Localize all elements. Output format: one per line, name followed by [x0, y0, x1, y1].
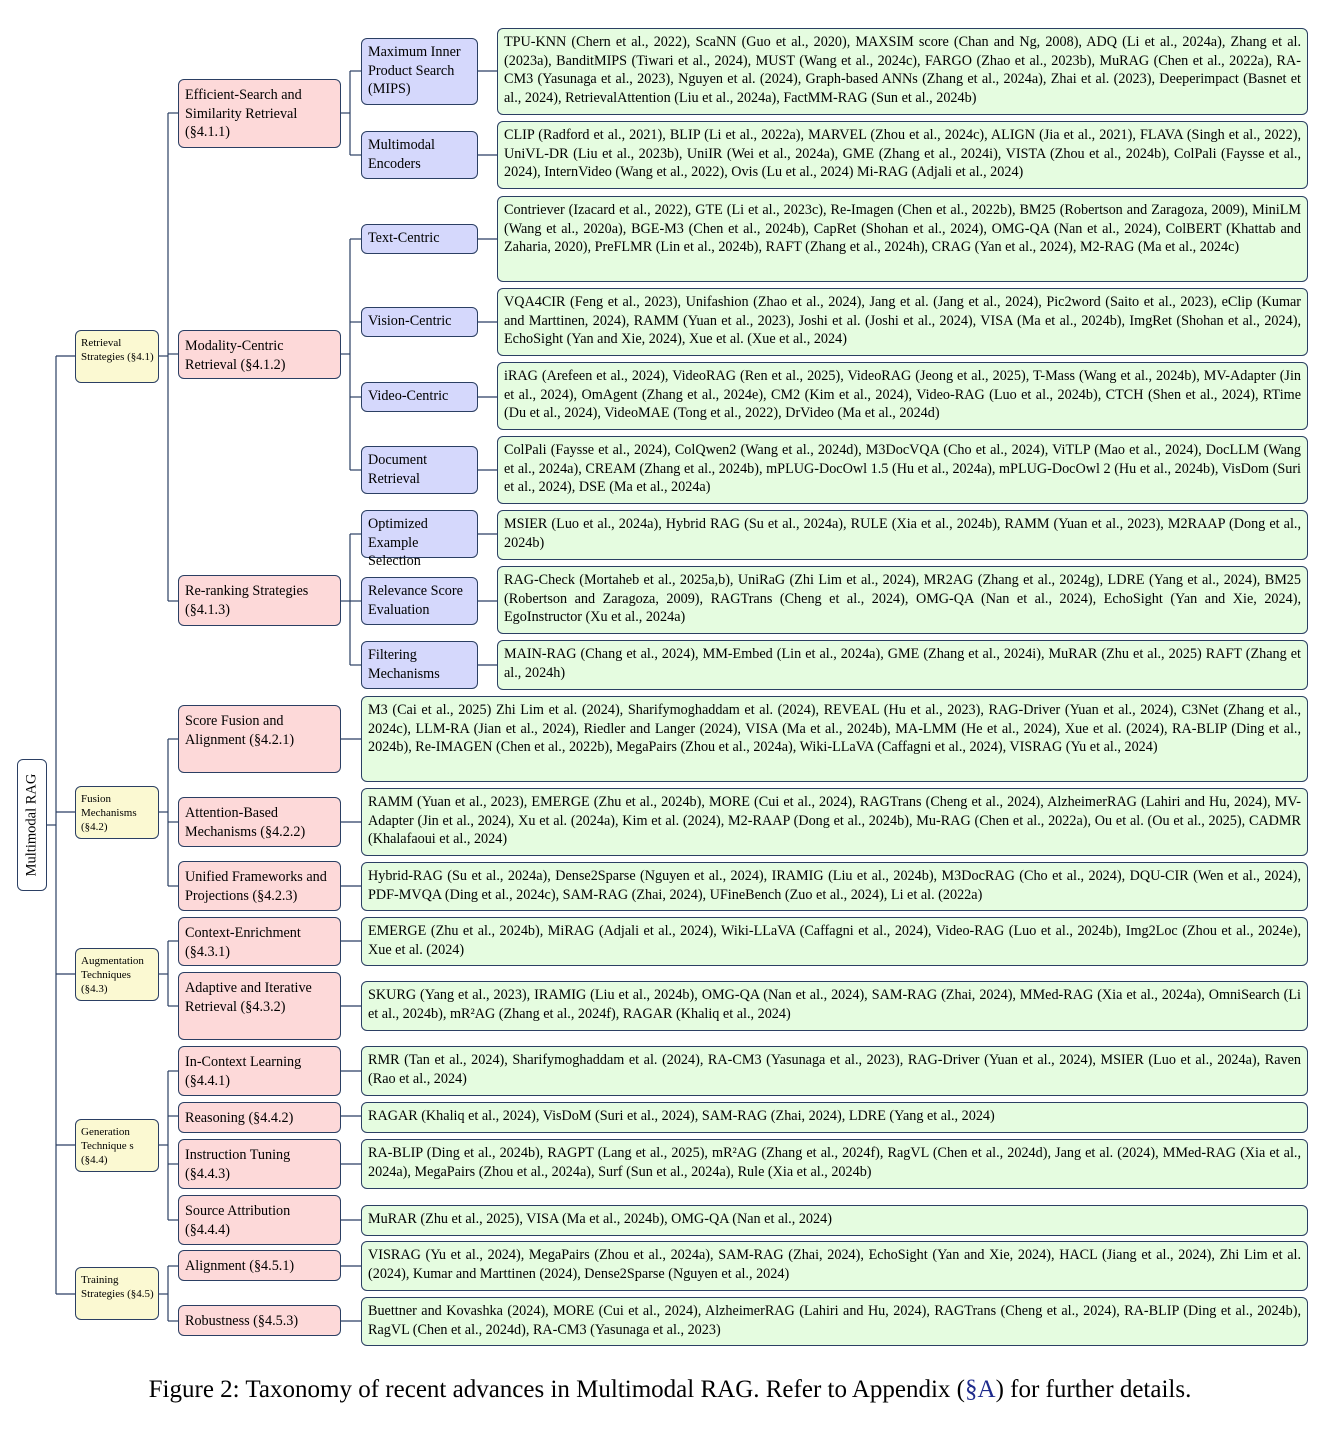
node-score-fusion: Score Fusion and Alignment (§4.2.1) [178, 705, 341, 773]
node-re-ranking: Re-ranking Strategies (§4.1.3) [178, 575, 341, 626]
node-source-attribution: Source Attribution (§4.4.4) [178, 1195, 341, 1245]
node-retrieval-strategies: Retrieval Strategies (§4.1) [75, 330, 159, 383]
node-modality-centric: Modality-Centric Retrieval (§4.1.2) [178, 330, 341, 379]
node-text-centric: Text-Centric [361, 224, 478, 254]
leaf-example-selection-methods: MSIER (Luo et al., 2024a), Hybrid RAG (Su et al., 2024a), RULE (Xia et al., 2024b), RAMM (Yuan et al., 2023), M2RAAP (Dong et al., 2024b) [497, 510, 1308, 560]
caption-appendix-link[interactable]: §A [965, 1376, 996, 1403]
leaf-text-centric-methods: Contriever (Izacard et al., 2022), GTE (Li et al., 2023c), Re-Imagen (Chen et al., 2022b), BM25 (Robertson and Zaragoza, 2009), MiniLM (Wang et al., 2020a), BGE-M3 (Chen et al., 2024b), CapRet (Shohan et al., 2024), OMG-QA (Nan et al., 2024), ColBERT (Khattab and Zaharia, 2020), PreFLMR (Lin et al., 2024b), RAFT (Zhang et al., 2024h), CRAG (Yan et al., 2024), M2-RAG (Ma et al., 2024c) [497, 196, 1308, 282]
node-multimodal-encoders: Multimodal Encoders [361, 131, 478, 179]
leaf-in-context-learning-methods: RMR (Tan et al., 2024), Sharifymoghaddam et al. (2024), RA-CM3 (Yasunaga et al., 2023), RAG-Driver (Yuan et al., 2024), MSIER (Luo et al., 2024a), Raven (Rao et al., 2024) [361, 1046, 1308, 1096]
leaf-document-retrieval-methods: ColPali (Faysse et al., 2024), ColQwen2 (Wang et al., 2024d), M3DocVQA (Cho et al., 2024), ViTLP (Mao et al., 2024), DocLLM (Wang et al., 2024a), CREAM (Zhang et al., 2024b), mPLUG-DocOwl 1.5 (Hu et al., 2024a), mPLUG-DocOwl 2 (Hu et al., 2024b), VisDom (Suri et al., 2024), DSE (Ma et al., 2024a) [497, 436, 1308, 504]
node-alignment: Alignment (§4.5.1) [178, 1250, 341, 1281]
leaf-mips-methods: TPU-KNN (Chern et al., 2022), ScaNN (Guo et al., 2020), MAXSIM score (Chan and Ng, 2008), ADQ (Li et al., 2024a), Zhang et al. (2023a), BanditMIPS (Tiwari et al., 2024), MUST (Wang et al., 2024c), FARGO (Zhao et al., 2023b), MuRAG (Chen et al., 2022a), RA-CM3 (Yasunaga et al., 2023), Nguyen et al. (2024), Graph-based ANNs (Zhang et al., 2024a), Zhai et al. (2023), Deeperimpact (Basnet et al., 2024), RetrievalAttention (Liu et al., 2024a), FactMM-RAG (Sun et al., 2024b) [497, 28, 1308, 115]
leaf-reasoning-methods: RAGAR (Khaliq et al., 2024), VisDoM (Suri et al., 2024), SAM-RAG (Zhai, 2024), LDRE (Yang et al., 2024) [361, 1102, 1308, 1133]
leaf-vision-centric-methods: VQA4CIR (Feng et al., 2023), Unifashion (Zhao et al., 2024), Jang et al. (Jang et al., 2024), Pic2word (Saito et al., 2023), eClip (Kumar and Marttinen, 2024), RAMM (Yuan et al., 2023), Joshi et al. (Joshi et al., 2024), VISA (Ma et al., 2024b), ImgRet (Shohan et al., 2024), EchoSight (Yan and Xie, 2024), Xue et al. (Xue et al., 2024) [497, 288, 1308, 356]
node-vision-centric: Vision-Centric [361, 307, 478, 337]
leaf-alignment-methods: VISRAG (Yu et al., 2024), MegaPairs (Zhou et al., 2024a), SAM-RAG (Zhai, 2024), EchoSight (Yan and Xie, 2024), HACL (Jiang et al., 2024), Zhi Lim et al. (2024), Kumar and Marttinen (2024), Dense2Sparse (Nguyen et al., 2024) [361, 1241, 1308, 1291]
leaf-multimodal-encoders-methods: CLIP (Radford et al., 2021), BLIP (Li et al., 2022a), MARVEL (Zhou et al., 2024c), ALIGN (Jia et al., 2021), FLAVA (Singh et al., 2022), UniVL-DR (Liu et al., 2023b), UniIR (Wei et al., 2024a), GME (Zhang et al., 2024i), VISTA (Zhou et al., 2024b), ColPali (Faysse et al., 2024), InternVideo (Wang et al., 2022), Ovis (Lu et al., 2024) Mi-RAG (Adjali et al., 2024) [497, 121, 1308, 189]
node-in-context-learning: In-Context Learning (§4.4.1) [178, 1046, 341, 1096]
node-efficient-search: Efficient-Search and Similarity Retrieval (§4.1.1) [178, 79, 341, 148]
leaf-score-fusion-methods: M3 (Cai et al., 2025) Zhi Lim et al. (2024), Sharifymoghaddam et al. (2024), REVEAL (Hu et al., 2023), RAG-Driver (Yuan et al., 2024), C3Net (Zhang et al., 2024c), LLM-RA (Jian et al., 2024), Riedler and Langer (2024), VISA (Ma et al., 2024b), MA-LMM (He et al., 2024), Xue et al. (2024), RA-BLIP (Ding et al., 2024b), Re-IMAGEN (Chen et al., 2022b), MegaPairs (Zhou et al., 2024a), Wiki-LLaVA (Caffagni et al., 2024), VISRAG (Yu et al., 2024) [361, 696, 1308, 782]
node-mips: Maximum Inner Product Search (MIPS) [361, 38, 478, 105]
leaf-attention-based-methods: RAMM (Yuan et al., 2023), EMERGE (Zhu et al., 2024b), MORE (Cui et al., 2024), RAGTrans (Cheng et al., 2024), AlzheimerRAG (Lahiri and Hu, 2024), MV-Adapter (Jin et al., 2024), Xu et al. (2024a), Kim et al. (2024), M2-RAAP (Dong et al., 2024b), Mu-RAG (Chen et al., 2022a), Ou et al. (Ou et al., 2025), CADMR (Khalafaoui et al., 2024) [361, 788, 1308, 856]
leaf-filtering-methods: MAIN-RAG (Chang et al., 2024), MM-Embed (Lin et al., 2024a), GME (Zhang et al., 2024i), MuRAR (Zhu et al., 2025) RAFT (Zhang et al., 2024h) [497, 640, 1308, 690]
node-generation-techniques: Generation Technique s (§4.4) [75, 1119, 159, 1172]
node-fusion-mechanisms: Fusion Mechanisms (§4.2) [75, 786, 159, 839]
node-robustness: Robustness (§4.5.3) [178, 1305, 341, 1336]
node-optimized-example-selection: Optimized Example Selection [361, 510, 478, 558]
leaf-context-enrichment-methods: EMERGE (Zhu et al., 2024b), MiRAG (Adjali et al., 2024), Wiki-LLaVA (Caffagni et al., 2024), Video-RAG (Luo et al., 2024b), Img2Loc (Zhou et al., 2024e), Xue et al. (2024) [361, 917, 1308, 966]
root-label: Multimodal RAG [23, 773, 40, 877]
node-relevance-score-evaluation: Relevance Score Evaluation [361, 577, 478, 625]
leaf-robustness-methods: Buettner and Kovashka (2024), MORE (Cui et al., 2024), AlzheimerRAG (Lahiri and Hu, 2024), RAGTrans (Cheng et al., 2024), RA-BLIP (Ding et al., 2024b), RagVL (Chen et al., 2024d), RA-CM3 (Yasunaga et al., 2023) [361, 1297, 1308, 1346]
node-filtering-mechanisms: Filtering Mechanisms [361, 641, 478, 689]
node-document-retrieval: Document Retrieval [361, 446, 478, 494]
leaf-adaptive-retrieval-methods: SKURG (Yang et al., 2023), IRAMIG (Liu et al., 2024b), OMG-QA (Nan et al., 2024), SAM-RAG (Zhai, 2024), MMed-RAG (Xia et al., 2024a), OmniSearch (Li et al., 2024b), mR²AG (Zhang et al., 2024f), RAGAR (Khaliq et al., 2024) [361, 981, 1308, 1031]
node-adaptive-iterative: Adaptive and Iterative Retrieval (§4.3.2) [178, 972, 341, 1040]
node-video-centric: Video-Centric [361, 382, 478, 412]
leaf-instruction-tuning-methods: RA-BLIP (Ding et al., 2024b), RAGPT (Lang et al., 2025), mR²AG (Zhang et al., 2024f), RagVL (Chen et al., 2024d), Jang et al. (2024), MMed-RAG (Xia et al., 2024a), MegaPairs (Zhou et al., 2024a), Surf (Sun et al., 2024a), Rule (Xia et al., 2024b) [361, 1139, 1308, 1189]
leaf-video-centric-methods: iRAG (Arefeen et al., 2024), VideoRAG (Ren et al., 2025), VideoRAG (Jeong et al., 2025), T-Mass (Wang et al., 2024b), MV-Adapter (Jin et al., 2024), OmAgent (Zhang et al., 2024e), CM2 (Kim et al., 2024), Video-RAG (Luo et al., 2024b), CTCH (Shen et al., 2024), RTime (Du et al., 2024), VideoMAE (Tong et al., 2022), DrVideo (Ma et al., 2024d) [497, 362, 1308, 430]
leaf-unified-frameworks-methods: Hybrid-RAG (Su et al., 2024a), Dense2Sparse (Nguyen et al., 2024), IRAMIG (Liu et al., 2024b), M3DocRAG (Cho et al., 2024), DQU-CIR (Wen et al., 2024), PDF-MVQA (Ding et al., 2024c), SAM-RAG (Zhai, 2024), UFineBench (Zuo et al., 2024), Li et al. (2022a) [361, 862, 1308, 911]
node-instruction-tuning: Instruction Tuning (§4.4.3) [178, 1139, 341, 1189]
node-attention-based: Attention-Based Mechanisms (§4.2.2) [178, 797, 341, 847]
leaf-source-attribution-methods: MuRAR (Zhu et al., 2025), VISA (Ma et al., 2024b), OMG-QA (Nan et al., 2024) [361, 1205, 1308, 1236]
root-node [17, 759, 47, 891]
figure-caption [0, 1373, 1340, 1407]
node-unified-frameworks: Unified Frameworks and Projections (§4.2.3) [178, 861, 341, 911]
caption-suffix: ) for further details. [995, 1376, 1192, 1403]
node-augmentation-techniques: Augmentation Techniques (§4.3) [75, 948, 159, 1001]
node-context-enrichment: Context-Enrichment (§4.3.1) [178, 917, 341, 966]
caption-prefix: Figure 2: Taxonomy of recent advances in Multimodal RAG. Refer to Appendix ( [148, 1376, 966, 1403]
node-training-strategies: Training Strategies (§4.5) [75, 1267, 159, 1320]
node-reasoning: Reasoning (§4.4.2) [178, 1102, 341, 1133]
leaf-relevance-score-methods: RAG-Check (Mortaheb et al., 2025a,b), UniRaG (Zhi Lim et al., 2024), MR2AG (Zhang et al., 2024g), LDRE (Yang et al., 2024), BM25 (Robertson and Zaragoza, 2009), RAGTrans (Cheng et al., 2024), OMG-QA (Nan et al., 2024), EchoSight (Yan and Xie, 2024), EgoInstructor (Xu et al., 2024a) [497, 566, 1308, 634]
